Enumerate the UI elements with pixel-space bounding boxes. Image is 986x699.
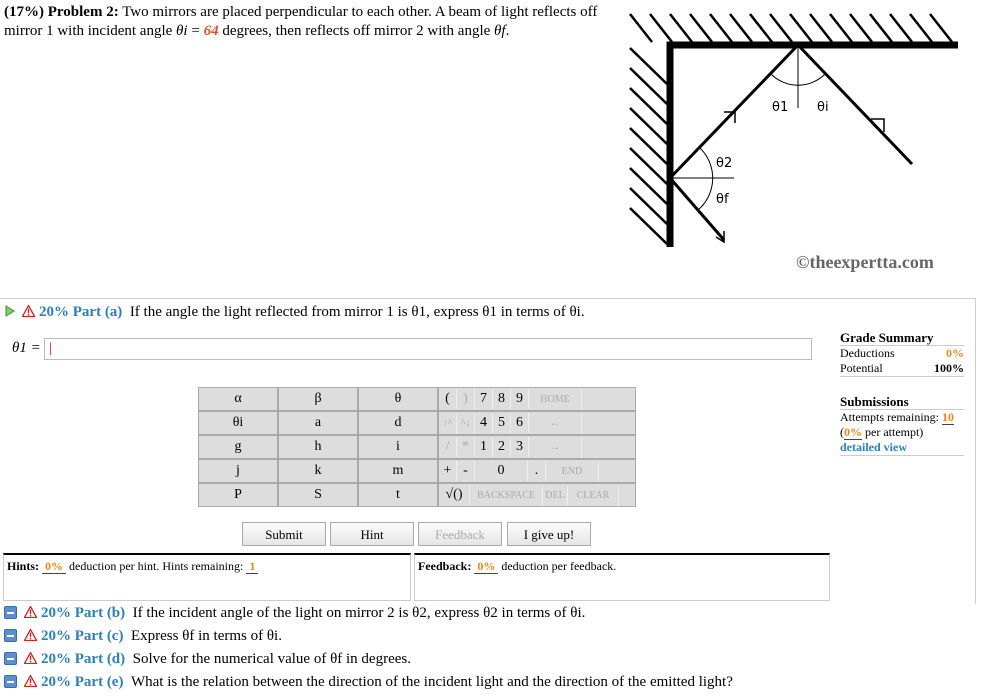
- hints-label: Hints:: [7, 559, 40, 573]
- mirrors: [670, 45, 958, 247]
- label-theta1: θ1: [772, 100, 789, 115]
- label-theta2: θ2: [716, 156, 733, 171]
- deductions-label: Deductions: [840, 346, 895, 360]
- expand-arrow-icon[interactable]: [4, 305, 16, 317]
- theta-i-symbol: θi: [176, 23, 188, 39]
- key-multiply[interactable]: *: [457, 437, 475, 457]
- grade-summary: [840, 330, 964, 456]
- panel-top-border: [0, 298, 975, 299]
- key-alpha[interactable]: α: [198, 387, 278, 411]
- theta-f-symbol: θf: [494, 23, 506, 39]
- key-3[interactable]: 3: [511, 437, 529, 457]
- keypad-row-4: [438, 459, 636, 483]
- collapse-icon[interactable]: [4, 606, 17, 619]
- key-5[interactable]: 5: [493, 413, 511, 433]
- part-a-name: Part (a): [72, 304, 123, 320]
- key-backspace[interactable]: BACKSPACE: [470, 486, 543, 506]
- key-close-paren[interactable]: ): [457, 389, 475, 409]
- hints-panel: [3, 553, 411, 601]
- key-theta[interactable]: θ: [358, 387, 438, 411]
- part-b-percent: 20%: [41, 605, 71, 621]
- angle-arc-left: [698, 148, 713, 210]
- part-c-name: Part (c): [74, 628, 124, 644]
- symbol-keypad: [198, 387, 636, 507]
- part-e-percent: 20%: [41, 674, 71, 690]
- key-open-paren[interactable]: (: [439, 389, 457, 409]
- label-thetaf: θf: [716, 192, 729, 207]
- part-d-percent: 20%: [41, 651, 71, 667]
- key-left-arrow[interactable]: ←: [529, 414, 582, 434]
- key-clear[interactable]: CLEAR: [568, 486, 619, 506]
- key-4[interactable]: 4: [475, 413, 493, 433]
- key-8[interactable]: 8: [493, 389, 511, 409]
- key-d[interactable]: d: [358, 411, 438, 435]
- key-k[interactable]: k: [278, 459, 358, 483]
- key-t[interactable]: t: [358, 483, 438, 507]
- part-e-text: What is the relation between the direction of the incident light and the direction of the emitted light?: [130, 674, 733, 690]
- keypad-row-5: [438, 483, 636, 507]
- collapse-icon[interactable]: [4, 652, 17, 665]
- key-decimal[interactable]: .: [528, 461, 546, 481]
- key-right-arrow[interactable]: →: [529, 438, 582, 458]
- key-7[interactable]: 7: [475, 389, 493, 409]
- part-b-text: If the incident angle of the light on mirror 2 is θ2, express θ2 in terms of θi.: [132, 605, 586, 621]
- mirror-2-hatching: [630, 14, 952, 42]
- angle-value: 64: [203, 23, 219, 39]
- part-c-text: Express θf in terms of θi.: [130, 628, 282, 644]
- grade-summary-title: Grade Summary: [840, 330, 964, 346]
- collapse-icon[interactable]: [4, 629, 17, 642]
- part-a-percent: 20%: [39, 304, 69, 320]
- keypad-row-3: [438, 435, 636, 459]
- submit-button[interactable]: Submit: [242, 522, 326, 546]
- keypad-row-1: [438, 387, 636, 411]
- mirror-diagram: [612, 4, 972, 249]
- part-b-name: Part (b): [74, 605, 126, 621]
- potential-value: 100%: [934, 361, 964, 375]
- light-ray: [670, 45, 912, 240]
- warning-icon: [24, 675, 37, 687]
- answer-label: θ1 =: [12, 340, 41, 356]
- copyright-text: ©theexpertta.com: [796, 252, 934, 272]
- part-b-header[interactable]: [4, 604, 585, 623]
- key-i[interactable]: i: [358, 435, 438, 459]
- warning-icon: [24, 629, 37, 641]
- key-beta[interactable]: β: [278, 387, 358, 411]
- key-s[interactable]: S: [278, 483, 358, 507]
- hints-deduction: 0%: [42, 559, 66, 574]
- key-minus[interactable]: -: [457, 461, 475, 481]
- label-thetai: θi: [817, 100, 829, 115]
- mirror-1-hatching: [630, 48, 667, 244]
- feedback-text: deduction per feedback.: [501, 559, 617, 573]
- key-6[interactable]: 6: [511, 413, 529, 433]
- feedback-button[interactable]: Feedback: [418, 522, 502, 546]
- attempts-remaining: 10: [941, 410, 954, 424]
- key-p[interactable]: P: [198, 483, 278, 507]
- key-j[interactable]: j: [198, 459, 278, 483]
- key-a[interactable]: a: [278, 411, 358, 435]
- collapse-icon[interactable]: [4, 675, 17, 688]
- problem-end: .: [505, 23, 510, 39]
- key-1[interactable]: 1: [475, 437, 493, 457]
- keypad-row-2: [438, 411, 636, 435]
- key-end[interactable]: END: [546, 462, 599, 482]
- feedback-deduction: 0%: [474, 559, 498, 574]
- feedback-panel: [414, 553, 830, 601]
- key-9[interactable]: 9: [511, 389, 529, 409]
- key-delete[interactable]: DEL: [543, 486, 568, 506]
- key-m[interactable]: m: [358, 459, 438, 483]
- part-d-header[interactable]: [4, 650, 411, 669]
- key-plus[interactable]: +: [439, 461, 457, 481]
- give-up-button[interactable]: I give up!: [507, 522, 591, 546]
- detailed-view-link[interactable]: detailed view: [840, 440, 907, 454]
- hint-button[interactable]: Hint: [330, 522, 414, 546]
- per-attempt-text: per attempt): [865, 425, 924, 439]
- per-attempt-deduction: 0%: [844, 425, 862, 439]
- potential-label: Potential: [840, 361, 883, 375]
- problem-text-a: Two mirrors are placed perpendicular to each other. A beam of light reflects off mirror 1 with incident angle: [4, 4, 598, 39]
- problem-statement: [4, 3, 604, 41]
- submissions-title: Submissions: [840, 394, 964, 410]
- warning-icon: [22, 305, 35, 317]
- key-subscript[interactable]: ^↓: [457, 414, 475, 434]
- part-d-name: Part (d): [74, 651, 126, 667]
- key-2[interactable]: 2: [493, 437, 511, 457]
- key-superscript[interactable]: ↑^: [439, 414, 457, 434]
- hints-text: deduction per hint. Hints remaining:: [69, 559, 244, 573]
- key-g[interactable]: g: [198, 435, 278, 459]
- equals-sign: =: [187, 23, 204, 39]
- part-a-header[interactable]: [4, 303, 585, 322]
- problem-header: (17%) Problem 2:: [4, 4, 119, 20]
- open-paren: (: [840, 425, 844, 439]
- answer-input[interactable]: [44, 338, 812, 360]
- key-home[interactable]: HOME: [529, 390, 582, 410]
- part-e-name: Part (e): [74, 674, 124, 690]
- deductions-value: 0%: [946, 346, 964, 360]
- key-sqrt[interactable]: √(): [439, 485, 470, 505]
- key-theta-i[interactable]: θi: [198, 411, 278, 435]
- panel-right-border: [975, 298, 976, 604]
- warning-icon: [24, 652, 37, 664]
- part-c-header[interactable]: [4, 627, 282, 646]
- warning-icon: [24, 606, 37, 618]
- attempts-label: Attempts remaining:: [840, 410, 939, 424]
- part-d-text: Solve for the numerical value of θf in degrees.: [132, 651, 411, 667]
- problem-text-b: degrees, then reflects off mirror 2 with angle: [218, 23, 495, 39]
- feedback-label: Feedback:: [418, 559, 472, 573]
- hints-remaining: 1: [246, 559, 258, 574]
- key-0[interactable]: 0: [475, 461, 528, 481]
- part-a-text: If the angle the light reflected from mirror 1 is θ1, express θ1 in terms of θi.: [129, 304, 585, 320]
- part-e-header[interactable]: [4, 673, 733, 692]
- key-divide[interactable]: /: [439, 437, 457, 457]
- part-c-percent: 20%: [41, 628, 71, 644]
- key-h[interactable]: h: [278, 435, 358, 459]
